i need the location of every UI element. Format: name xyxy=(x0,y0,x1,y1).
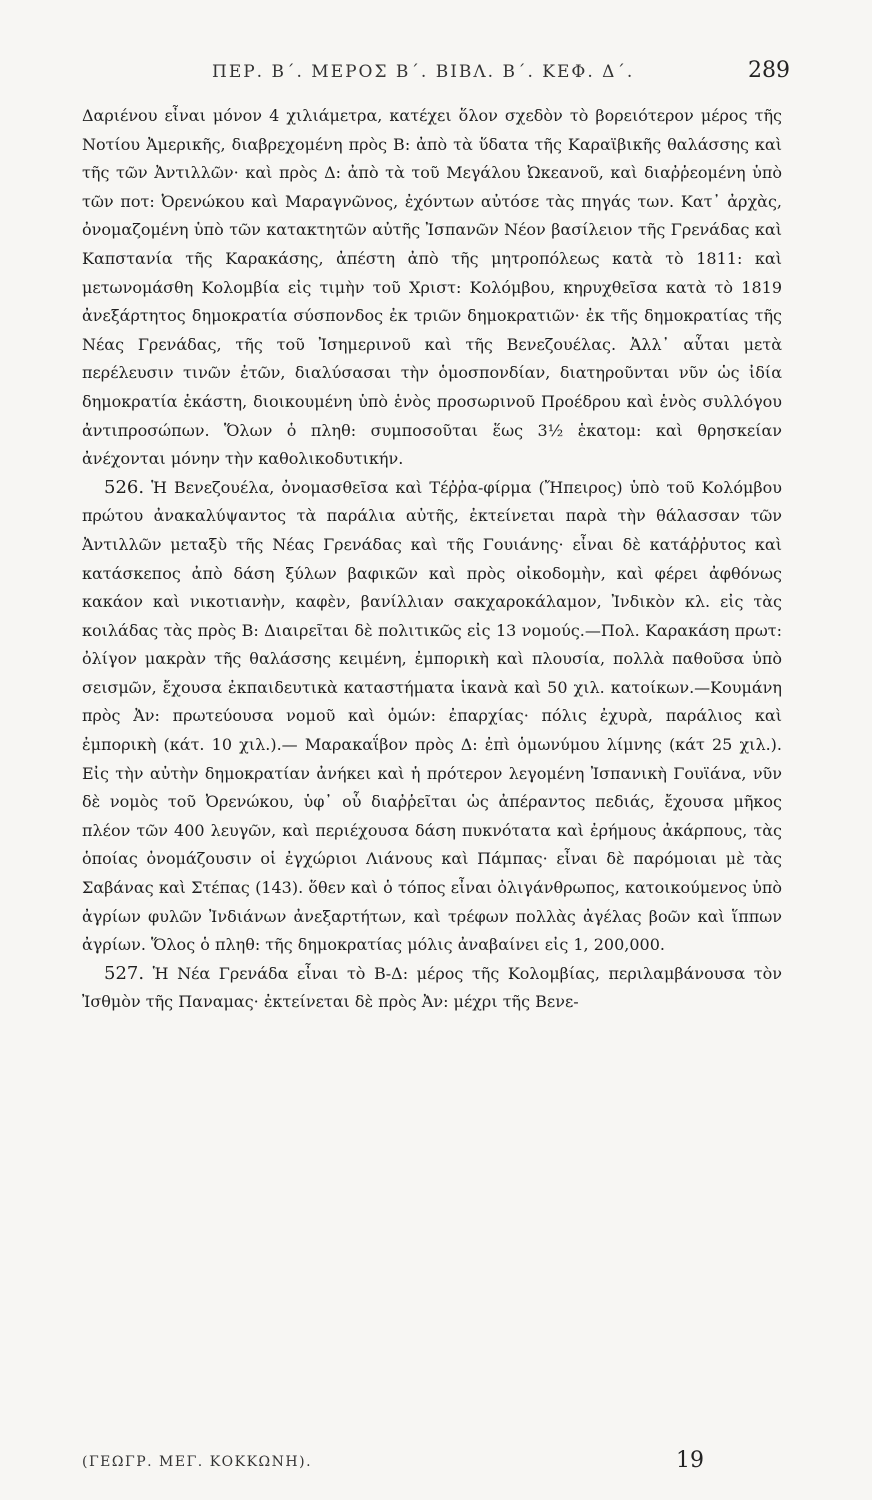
page-body xyxy=(82,102,782,1017)
signature-mark: (ΓΕΩΓΡ. ΜΕΓ. ΚΟΚΚΩΝΗ). xyxy=(82,1454,313,1470)
paragraph-text: Ἡ Νέα Γρενάδα εἶναι τὸ Β-Δ: μέρος τῆς Κολομβίας, περιλαμβάνουσα τὸν Ἰσθμὸν τῆς Παναμας· ἐκτείνεται δὲ πρὸς Ἀν: μέχρι τῆς Βενε- xyxy=(82,963,782,1012)
page-header xyxy=(82,58,790,92)
running-head: ΠΕΡ. Β΄. ΜΕΡΟΣ Β΄. ΒΙΒΛ. Β΄. ΚΕΦ. Δ΄. xyxy=(212,62,635,82)
paragraph-text: Ἡ Βενεζουέλα, ὀνομασθεῖσα καὶ Τέῤῥα-φίρμα (Ἤπειρος) ὑπὸ τοῦ Κολόμβου πρώτου ἀνακαλύψαντος τὰ παράλια αὐτῆς, ἐκτείνεται παρὰ τὴν θάλασσαν τῶν Ἀντιλλῶν μεταξὺ τῆς Νέας Γρενάδας καὶ τῆς Γουιάνης· εἶναι δὲ κατάῤῥυτος καὶ κατάσκεπος ἀπὸ δάση ξύλων βαφικῶν καὶ πρὸς οἰκοδομὴν, καὶ φέρει ἀφθόνως κακάον καὶ νικοτιανὴν, καφὲν, βανίλλιαν σακχαροκάλαμον, Ἰνδικὸν κλ. εἰς τὰς κοιλάδας τὰς πρὸς Β: Διαιρεῖται δὲ πολιτικῶς εἰς 13 νομούς.—Πολ. Καρακάση πρωτ: ὀλίγον μακρὰν τῆς θαλάσσης κειμένη, ἐμπορικὴ καὶ πλουσία, πολλὰ παθοῦσα ὑπὸ σεισμῶν, ἔχουσα ἐκπαιδευτικὰ καταστήματα ἱκανὰ καὶ 50 χιλ. κατοίκων.—Κουμάνη πρὸς Ἀν: πρωτεύουσα νομοῦ καὶ ὁμών: ἐπαρχίας· πόλις ἐχυρὰ, παράλιος καὶ ἐμπορικὴ (κάτ. 10 χιλ.).— Μαρακαΐβον πρὸς Δ: ἐπὶ ὁμωνύμου λίμνης (κάτ 25 χιλ.). Εἰς τὴν αὐτὴν δημοκρατίαν ἀνήκει καὶ ἡ πρότερον λεγομένη Ἰσπανικὴ Γουϊάνα, νῦν δὲ νομὸς τοῦ Ὀρενώκου, ὑφ᾽ οὗ διαῤῥεῖται ὡς ἀπέραντος πεδιάς, ἔχουσα μῆκος πλέον τῶν 400 λευγῶν, καὶ περιέχουσα δάση πυκνότατα καὶ ἐρήμους ἀκάρπους, τὰς ὁποίας ὀνομάζουσιν οἱ ἐγχώριοι Λιάνους καὶ Πάμπας· εἶναι δὲ παρόμοιαι μὲ τὰς Σαβάνας καὶ Στέπας (143). ὅθεν καὶ ὁ τόπος εἶναι ὀλιγάνθρωπος, κατοικούμενος ὑπὸ ἀγρίων φυλῶν Ἰνδιάνων ἀνεξαρτήτων, καὶ τρέφων πολλὰς ἀγέλας βοῶν καὶ ἵππων ἀγρίων. Ὅλος ὁ πληθ: τῆς δημοκρατίας μόλις ἀναβαίνει εἰς 1, 200,000. xyxy=(82,477,782,955)
section-number: 526. xyxy=(104,476,145,498)
section-number: 527. xyxy=(104,962,145,984)
page-number: 289 xyxy=(748,58,790,83)
paragraph-526 xyxy=(82,474,782,960)
paragraph-527 xyxy=(82,960,782,1017)
paragraph-continued: Δαριένου εἶναι μόνον 4 χιλιάμετρα, κατέχει ὅλον σχεδὸν τὸ βορειότερον μέρος τῆς Νοτίου Ἀμερικῆς, διαβρεχομένη πρὸς Β: ἀπὸ τὰ ὕδατα τῆς Καραϊβικῆς θαλάσσης καὶ τῆς τῶν Ἀντιλλῶν· καὶ πρὸς Δ: ἀπὸ τὰ τοῦ Μεγάλου Ὠκεανοῦ, καὶ διαῤῥεομένη ὑπὸ τῶν ποτ: Ὀρενώκου καὶ Μαραγνῶνος, ἐχόντων αὐτόσε τὰς πηγάς των. Κατ᾽ ἀρχὰς, ὀνομαζομένη ὑπὸ τῶν κατακτητῶν αὐτῆς Ἰσπανῶν Νέον βασίλειον τῆς Γρενάδας καὶ Καπστανία τῆς Καρακάσης, ἀπέστη ἀπὸ τῆς μητροπόλεως κατὰ τὸ 1811: καὶ μετωνομάσθη Κολομβία εἰς τιμὴν τοῦ Χριστ: Κολόμβου, κηρυχθεῖσα κατὰ τὸ 1819 ἀνεξάρτητος δημοκρατία σύσπονδος ἐκ τριῶν δημοκρατιῶν· ἐκ τῆς δημοκρατίας τῆς Νέας Γρενάδας, τῆς τοῦ Ἰσημερινοῦ καὶ τῆς Βενεζουέλας. Ἀλλ᾽ αὗται μετὰ περέλευσιν τινῶν ἐτῶν, διαλύσασαι τὴν ὁμοσπονδίαν, διατηροῦνται νῦν ὡς ἰδία δημοκρατία ἑκάστη, διοικουμένη ὑπὸ ἑνὸς προσωρινοῦ Προέδρου καὶ ἑνὸς συλλόγου ἀντιπροσώπων. Ὅλων ὁ πληθ: συμποσοῦται ἕως 3½ ἑκατομ: καὶ θρησκείαν ἀνέχονται μόνην τὴν καθολικοδυτικήν. xyxy=(82,106,782,469)
page-footer xyxy=(82,1450,704,1478)
sheet-number: 19 xyxy=(676,1448,704,1473)
